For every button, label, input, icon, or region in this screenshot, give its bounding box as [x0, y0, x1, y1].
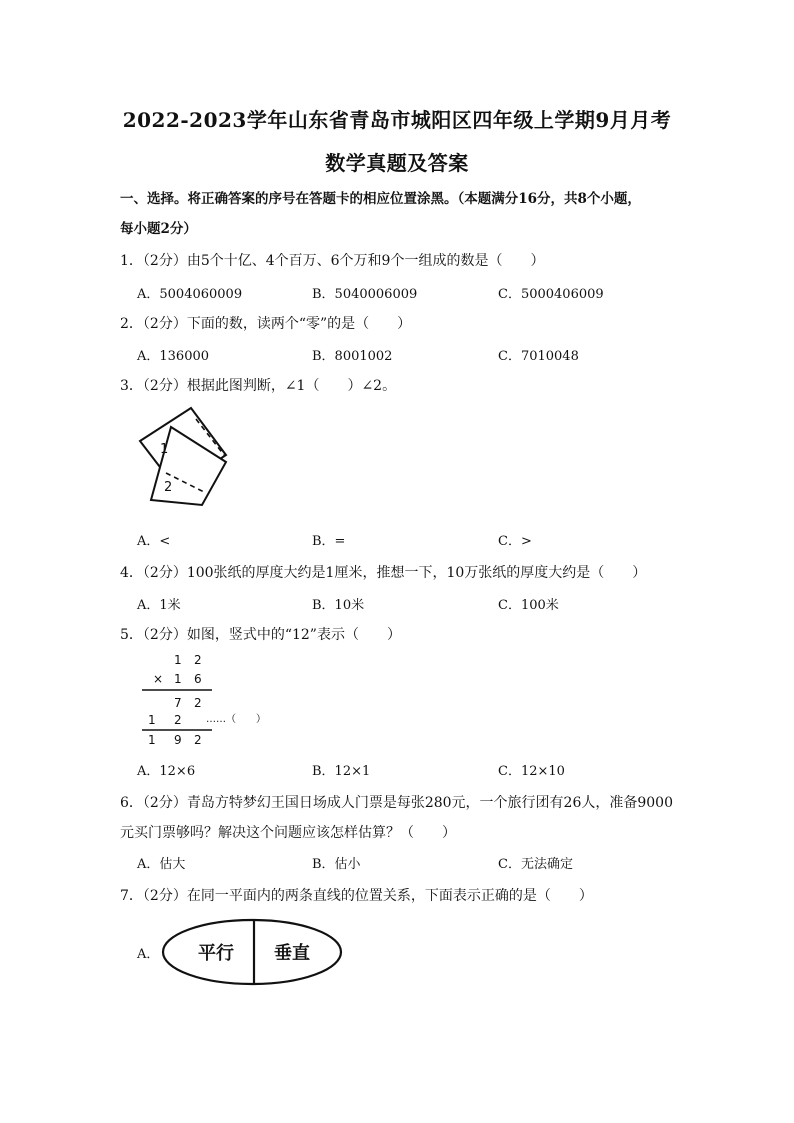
question-2-stem: 2．（2分）下面的数，读两个“零”的是（ ） [120, 316, 412, 332]
calc-digit: 2 [174, 713, 182, 727]
q1-option-a: A．5004060009 [137, 287, 243, 302]
q3-option-a: A．< [137, 534, 171, 549]
calc-digit: 1 [174, 672, 182, 686]
calc-digit: 2 [194, 733, 202, 747]
q2-option-a: A．136000 [137, 349, 210, 364]
calc-digit: 1 [174, 653, 182, 667]
q6-option-a: A．估大 [137, 857, 186, 872]
question-7-stem: 7．（2分）在同一平面内的两条直线的位置关系，下面表示正确的是（ ） [120, 888, 593, 904]
calc-digit: 2 [194, 653, 202, 667]
q2-option-b: B．8001002 [312, 349, 393, 364]
calc-digit: 1 [148, 713, 156, 727]
question-6-stem: 6．（2分）青岛方特梦幻王国日场成人门票是每张280元，一个旅行团有26人，准备9000 [120, 795, 673, 811]
q6-option-c: C．无法确定 [498, 857, 573, 872]
q4-option-c: C．100米 [498, 598, 559, 613]
q5-option-c: C．12×10 [498, 764, 565, 779]
q3-option-c: C．> [498, 534, 532, 549]
q3-option-b: B．= [312, 534, 346, 549]
q5-option-a: A．12×6 [137, 764, 196, 779]
angle-figure [136, 405, 236, 513]
q6-option-b: B．估小 [312, 857, 361, 872]
angle-label-2: 2 [164, 480, 173, 495]
calc-digit: 2 [194, 696, 202, 710]
question-5-stem: 5．（2分）如图，竖式中的“12”表示（ ） [120, 627, 401, 643]
q4-option-b: B．10米 [312, 598, 365, 613]
q5-option-b: B．12×1 [312, 764, 371, 779]
q1-option-b: B．5040006009 [312, 287, 418, 302]
angle-label-1: 1 [160, 442, 169, 457]
q4-option-a: A．1米 [137, 598, 181, 613]
calc-note: ……（ ） [206, 714, 266, 725]
question-6-stem-cont: 元买门票够吗？解决这个问题应该怎样估算？（ ） [120, 825, 456, 841]
parallel-label: 平行 [198, 943, 234, 964]
section-heading: 一、选择。将正确答案的序号在答题卡的相应位置涂黑。（本题满分16分，共8个小题， [120, 191, 641, 207]
calc-digit: 1 [148, 733, 156, 747]
document-title: 2022-2023学年山东省青岛市城阳区四年级上学期9月月考 [122, 108, 672, 132]
section-heading-cont: 每小题2分） [120, 221, 197, 237]
question-4-stem: 4．（2分）100张纸的厚度大约是1厘米，推想一下，10万张纸的厚度大约是（ ） [120, 565, 647, 581]
q2-option-c: C．7010048 [498, 349, 579, 364]
perpendicular-label: 垂直 [274, 943, 310, 964]
calc-digit: 7 [174, 696, 182, 710]
calc-times: × [153, 672, 164, 686]
question-3-stem: 3．（2分）根据此图判断，∠1（ ）∠2。 [120, 378, 397, 394]
calc-digit: 9 [174, 733, 182, 747]
question-1-stem: 1．（2分）由5个十亿、4个百万、6个万和9个一组成的数是（ ） [120, 253, 545, 269]
document-subtitle: 数学真题及答案 [325, 151, 469, 175]
q7-option-a-label: A． [137, 947, 160, 962]
q1-option-c: C．5000406009 [498, 287, 604, 302]
relationship-oval-figure [160, 917, 345, 987]
calc-digit: 6 [194, 672, 202, 686]
vertical-multiplication-figure [138, 650, 283, 750]
